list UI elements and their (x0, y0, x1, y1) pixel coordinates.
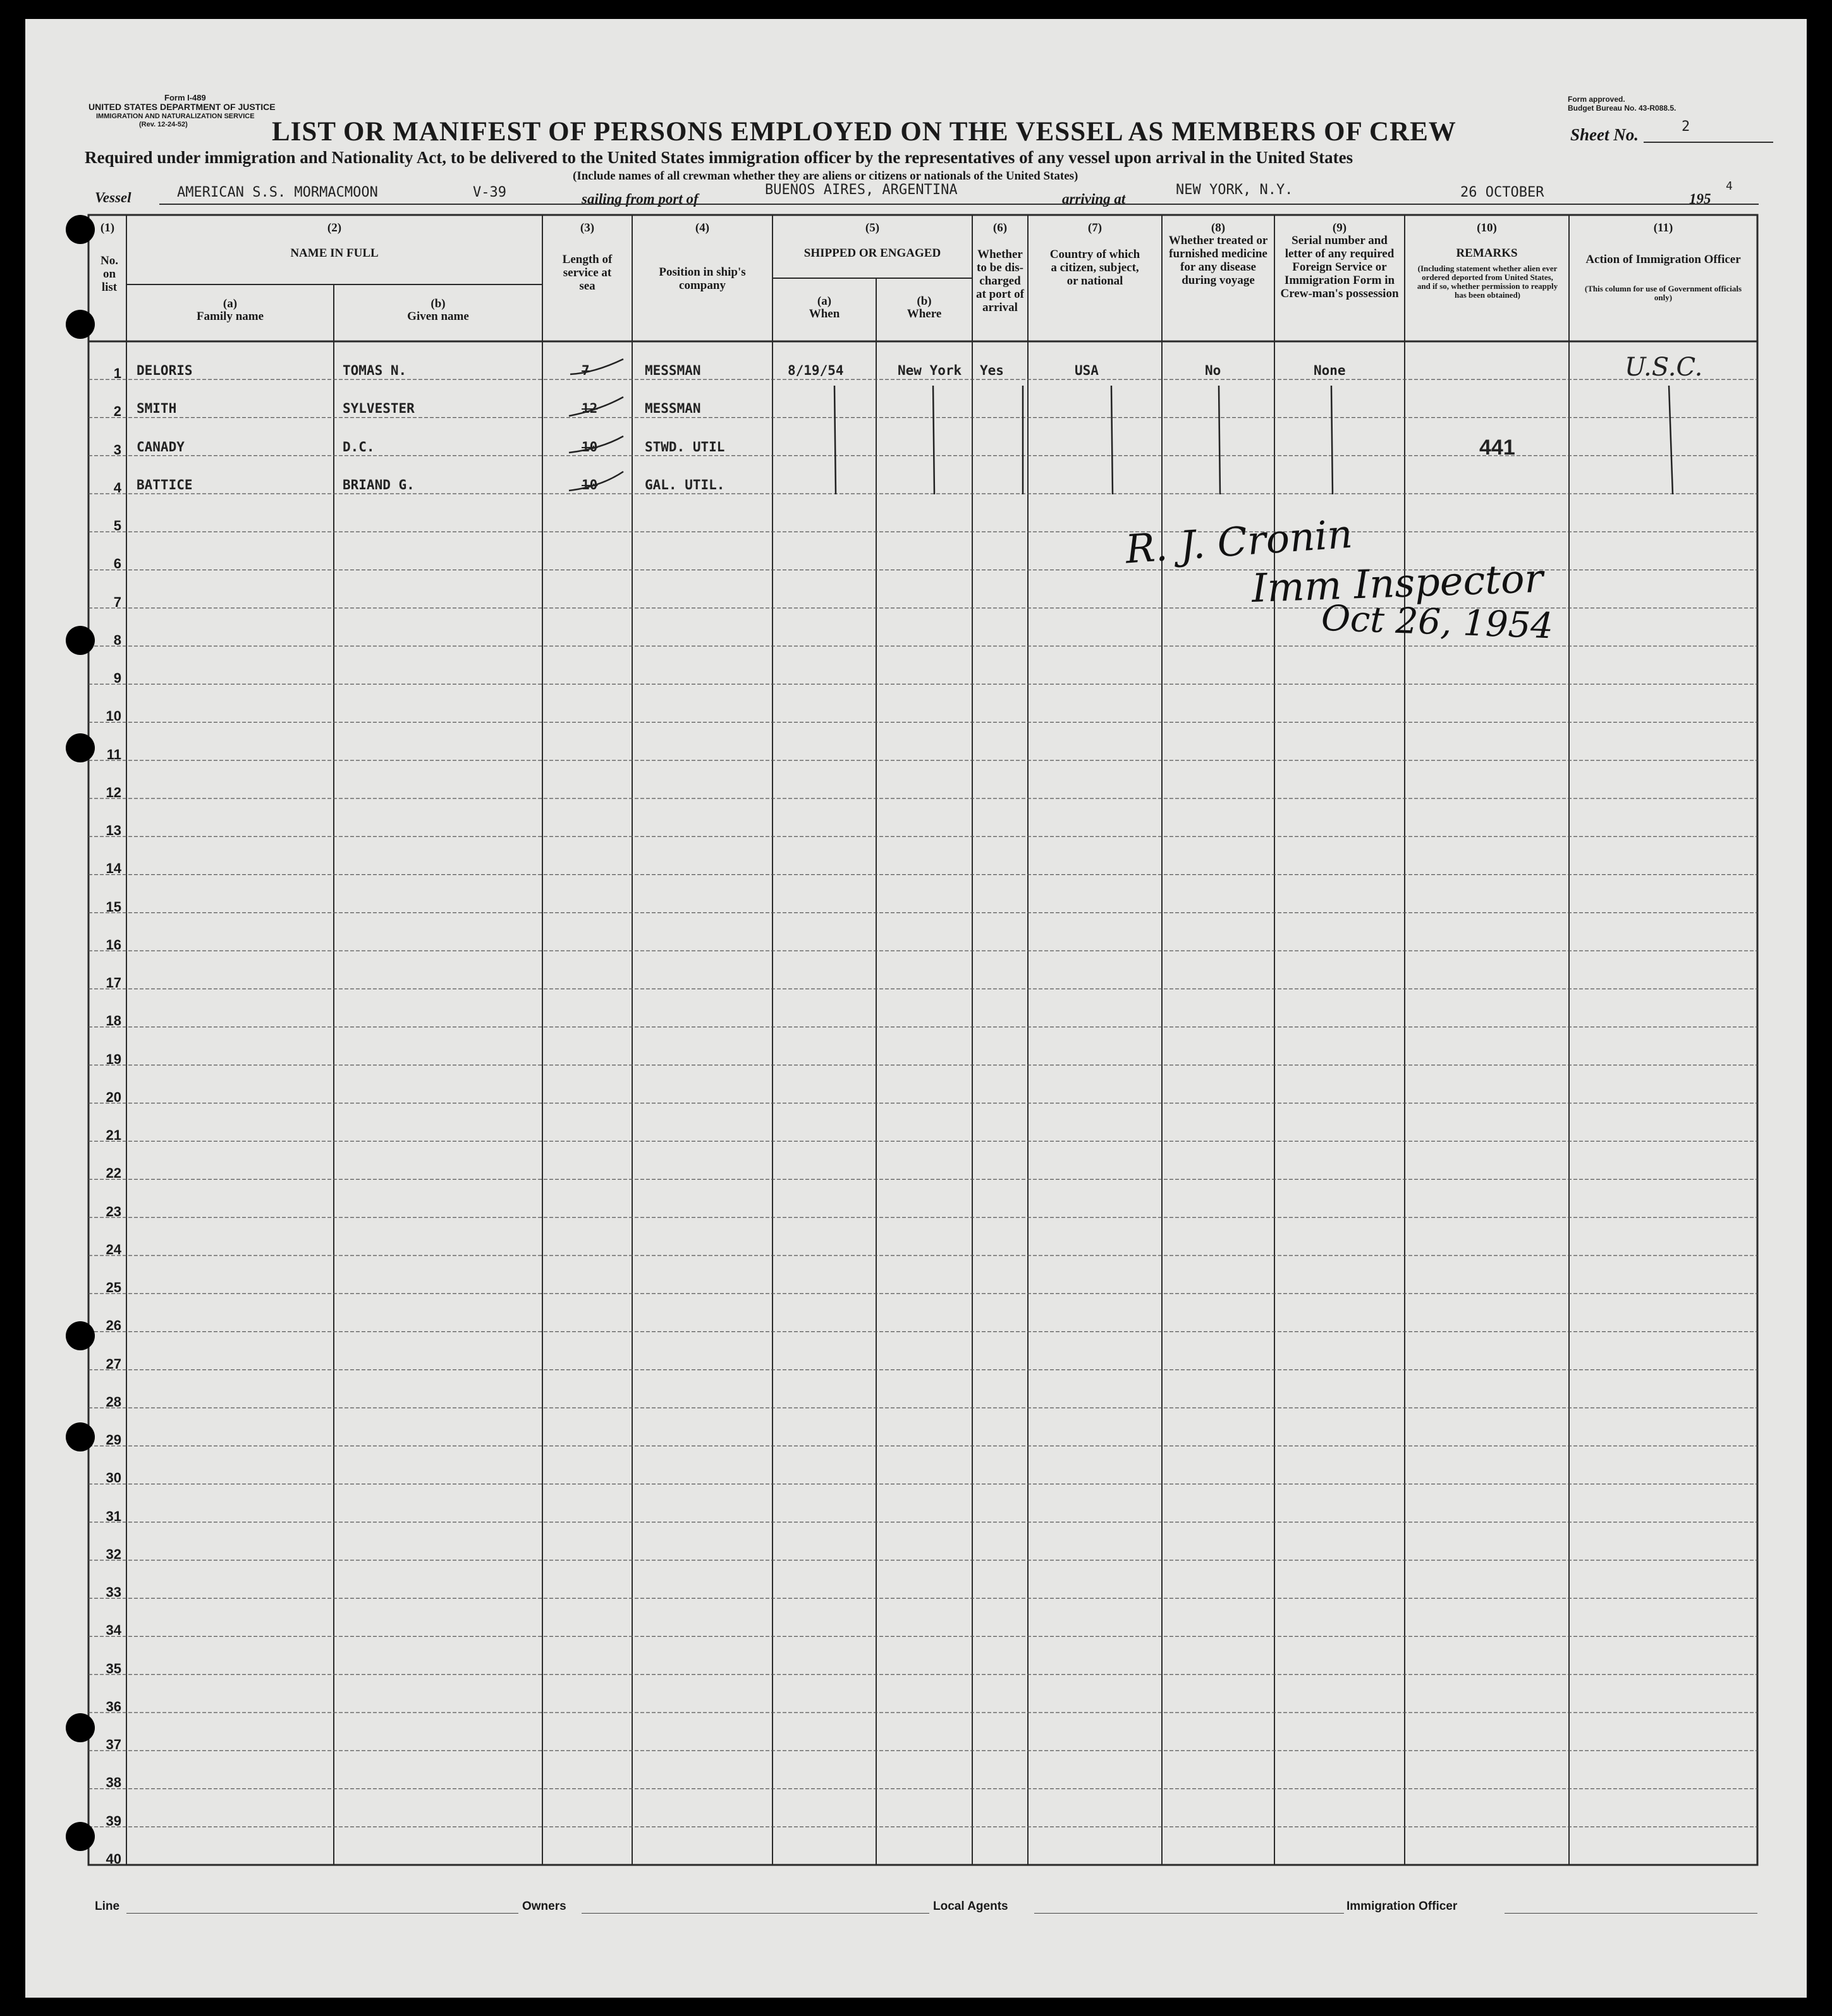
family-name-cell: BATTICE (137, 477, 193, 492)
row-number: 34 (106, 1622, 121, 1639)
row-number: 12 (106, 784, 121, 800)
position-cell: GAL. UTIL. (645, 477, 725, 492)
row-number: 10 (106, 708, 121, 724)
row-number: 15 (106, 898, 121, 915)
discharged-cell: Yes (980, 363, 1004, 378)
row-number: 2 (113, 403, 121, 420)
col11-note: (This column for use of Government officials only) (1584, 284, 1742, 302)
col9-num: (9) (1332, 221, 1347, 235)
given-name-cell: BRIAND G. (343, 477, 415, 492)
family-name-cell: DELORIS (137, 363, 193, 378)
col8-num: (8) (1211, 221, 1226, 235)
row-number: 20 (106, 1089, 121, 1105)
col2a-header: Family name (196, 310, 264, 323)
col7-num: (7) (1087, 221, 1102, 235)
punch-hole (66, 1321, 95, 1350)
col4-header: Position in ship's company (659, 266, 746, 292)
position-cell: MESSMAN (645, 401, 701, 417)
col1-header: No. on list (101, 254, 118, 294)
signature-date: Oct 26, 1954 (1320, 597, 1554, 647)
remarks-cell: 441 (1479, 435, 1515, 460)
footer-officer-rule (1505, 1913, 1757, 1914)
punch-hole (66, 733, 95, 762)
shipped-when-cell: 8/19/54 (788, 363, 844, 378)
position-cell: MESSMAN (645, 363, 701, 378)
row-number: 11 (106, 746, 121, 762)
row-number: 26 (106, 1317, 121, 1334)
row-number: 7 (113, 594, 121, 610)
action-cell: U.S.C. (1625, 353, 1703, 382)
row-number: 31 (106, 1508, 121, 1524)
col11-header: Action of Immigration Officer (1585, 253, 1741, 266)
row-number: 3 (113, 441, 121, 458)
family-name-cell: SMITH (137, 401, 177, 417)
row-number: 1 (113, 365, 121, 381)
row-number: 32 (106, 1546, 121, 1562)
col3-num: (3) (580, 221, 595, 235)
service-length-cell: 12 (582, 401, 598, 417)
form-title: LIST OR MANIFEST OF PERSONS EMPLOYED ON THE VESSEL AS MEMBERS OF CREW (272, 117, 1456, 147)
col10-note: (Including statement whether alien ever ordered deported from United States, and if so, whether permission to reapply has been obtained) (1417, 264, 1558, 300)
row-number: 30 (106, 1470, 121, 1486)
col2b-header: Given name (407, 310, 469, 323)
col5a-header: When (809, 307, 840, 321)
treated-cell: No (1205, 363, 1221, 378)
service-length-cell: 10 (582, 439, 598, 455)
given-name-cell: SYLVESTER (343, 401, 415, 417)
punch-hole (66, 1713, 95, 1742)
row-number: 29 (106, 1432, 121, 1448)
row-number: 13 (106, 822, 121, 838)
col5-header: SHIPPED OR ENGAGED (803, 247, 941, 260)
shipped-where-cell: New York (898, 363, 962, 378)
col7-header: Country of which a citizen, subject, or national (1049, 248, 1140, 288)
col6-num: (6) (992, 221, 1008, 235)
punch-hole (66, 626, 95, 655)
col11-num: (11) (1653, 221, 1673, 235)
arriving-at: NEW YORK, N.Y. (1176, 182, 1293, 198)
serial-cell: None (1314, 363, 1346, 378)
sheet-label: Sheet No. (1570, 125, 1639, 144)
col10-header: REMARKS (1456, 247, 1518, 260)
approval-line1: Form approved. (1568, 95, 1625, 104)
footer-line-label: Line (95, 1900, 120, 1913)
sheet-number: 2 (1682, 119, 1690, 135)
manifest-sheet (25, 19, 1807, 1998)
row-number: 5 (113, 518, 121, 534)
row-number: 9 (113, 670, 121, 686)
col5-num: (5) (865, 221, 880, 235)
country-cell: USA (1075, 363, 1099, 378)
punch-hole (66, 1422, 95, 1451)
row-number: 17 (106, 975, 121, 991)
row-number: 18 (106, 1013, 121, 1029)
year-prefix: 195 (1689, 191, 1711, 207)
vessel-label: Vessel (95, 190, 131, 205)
row-number: 4 (113, 479, 121, 496)
row-number: 21 (106, 1127, 121, 1143)
row-number: 19 (106, 1051, 121, 1067)
vessel-name: AMERICAN S.S. MORMACMOON (177, 185, 378, 200)
footer-owners-label: Owners (522, 1900, 566, 1913)
service-length-cell: 10 (582, 477, 598, 492)
signature-name: R. J. Cronin (1123, 510, 1354, 573)
row-number: 6 (113, 556, 121, 572)
row-number: 37 (106, 1737, 121, 1752)
family-name-cell: CANADY (137, 439, 185, 455)
col2b-num: (b) (431, 297, 446, 310)
row-number: 27 (106, 1355, 121, 1372)
voyage-number: V-39 (473, 185, 506, 200)
row-number: 22 (106, 1165, 121, 1182)
sailing-label: sailing from port of (582, 191, 699, 207)
row-number: 39 (106, 1812, 121, 1829)
footer-officer-label: Immigration Officer (1347, 1900, 1458, 1913)
col3-header: Length of service at sea (562, 253, 613, 293)
signature-title: Imm Inspector (1250, 554, 1544, 612)
service: IMMIGRATION AND NATURALIZATION SERVICE (96, 113, 255, 120)
row-number: 23 (106, 1203, 121, 1219)
row-number: 38 (106, 1775, 121, 1791)
punch-hole (66, 310, 95, 339)
col2a-num: (a) (223, 297, 238, 310)
arriving-label: arriving at (1062, 191, 1126, 207)
arrival-date: 26 OCTOBER (1460, 185, 1544, 200)
col6-header: Whether to be dis-charged at port of arrival (976, 248, 1024, 314)
row-number: 16 (106, 936, 121, 953)
revision: (Rev. 12-24-52) (139, 121, 188, 128)
year-suffix: 4 (1726, 180, 1733, 193)
row-number: 40 (106, 1850, 121, 1867)
col10-num: (10) (1477, 221, 1497, 235)
service-length-cell: 7 (582, 363, 590, 378)
row-number: 8 (113, 632, 121, 648)
punch-hole (66, 1822, 95, 1851)
given-name-cell: TOMAS N. (343, 363, 407, 378)
footer-agents-rule (1034, 1913, 1344, 1914)
footer-owners-rule (582, 1913, 929, 1914)
col5a-num: (a) (817, 295, 832, 308)
row-number: 33 (106, 1584, 121, 1600)
row-number: 14 (106, 860, 121, 877)
col8-header: Whether treated or furnished medicine for any disease during voyage (1168, 234, 1268, 287)
row-number: 28 (106, 1393, 121, 1410)
col5b-num: (b) (917, 295, 932, 308)
footer-line-rule (126, 1913, 518, 1914)
col5b-header: Where (907, 307, 942, 321)
form-subtitle: Required under immigration and Nationality Act, to be delivered to the United States immigration officer by the representatives of any vessel upon arrival in the United States (85, 148, 1353, 167)
row-number: 36 (106, 1698, 121, 1714)
position-cell: STWD. UTIL (645, 439, 725, 455)
col4-num: (4) (695, 221, 710, 235)
footer-agents-label: Local Agents (933, 1900, 1008, 1913)
col2-header: NAME IN FULL (290, 247, 379, 260)
row-number: 25 (106, 1280, 121, 1295)
row-number: 35 (106, 1660, 121, 1677)
col2-num: (2) (327, 221, 342, 235)
form-note: (Include names of all crewman whether they are aliens or citizens or nationals of the United States) (573, 169, 1078, 183)
col9-header: Serial number and letter of any required Foreign Service or Immigration Form in Crew-man's possession (1280, 234, 1399, 300)
approval-line2: Budget Bureau No. 43-R088.5. (1568, 104, 1676, 113)
col1-num: (1) (100, 221, 115, 235)
punch-hole (66, 215, 95, 244)
given-name-cell: D.C. (343, 439, 375, 455)
department: UNITED STATES DEPARTMENT OF JUSTICE (89, 102, 276, 112)
sailing-from: BUENOS AIRES, ARGENTINA (765, 182, 958, 198)
form-number: Form I-489 (164, 93, 206, 102)
row-number: 24 (106, 1241, 121, 1257)
ditto-marks (25, 19, 1807, 1998)
